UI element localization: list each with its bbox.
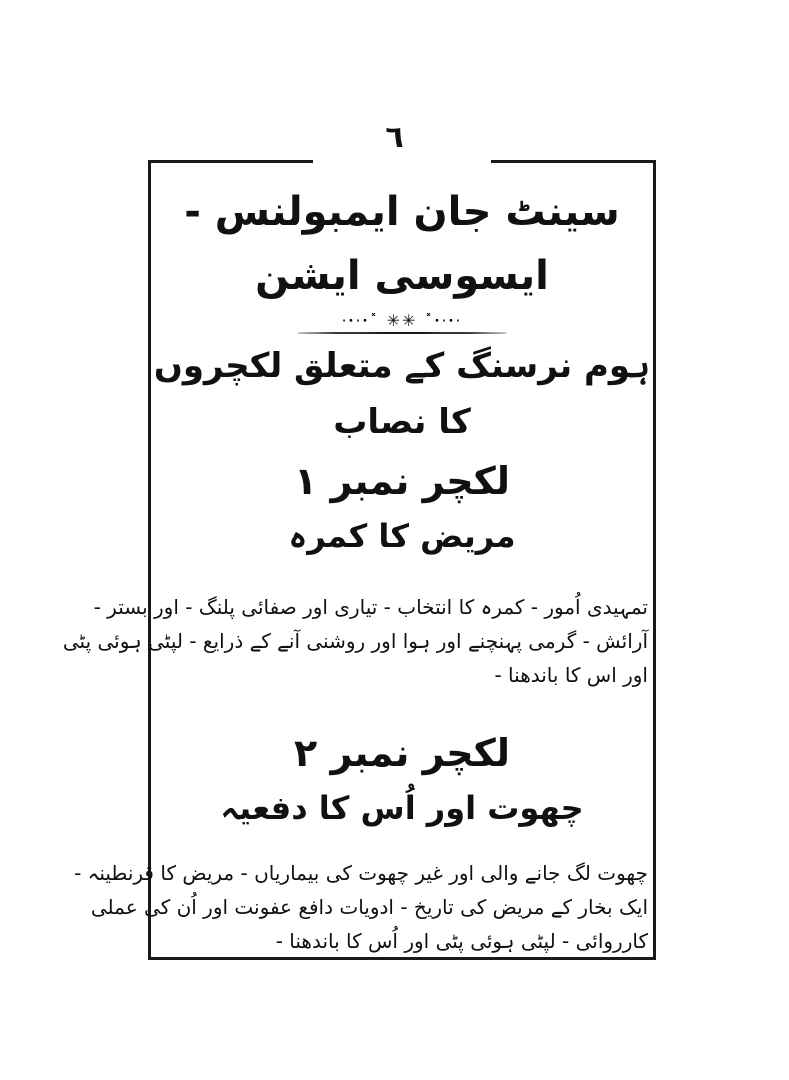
lecture-1-line-3: اور اس کا باندھنا - [494,663,648,687]
lecture-2-topic: چھوت اور اُس کا دفعیہ [220,789,584,827]
ornament-glyphs: ·ꞏ·ꞏ˟ ✳✳ ˟ꞏ·ꞏ· [341,311,463,330]
page-number: ٦ [385,120,404,155]
lecture-2-line-2: ایک بخار کے مریض کی تاریخ - ادویات دافع عفونت اور اُن کی عملی [90,895,648,919]
lecture-2 [74,724,654,958]
lecture-1-topic: مریض کا کمرہ [288,517,516,555]
lecture-1-line-2: آرائش - گرمی پہنچنے اور ہوا اور روشنی آنے کے ذرایع - لپٹی ہوئی پٹی [62,629,648,653]
page-content [62,170,654,958]
lecture-1-description [62,590,654,692]
syllabus-title: ہوم نرسنگ کے متعلق لکچروں کا نصاب [153,346,651,442]
ornament-divider [150,310,654,334]
organization-title: سینٹ جان ایمبولنس - ایسوسی ایشن [184,189,620,299]
lecture-1-line-1: تمہیدی اُمور - کمرہ کا انتخاب - تیاری اور صفائی پلنگ - اور بستر - [93,595,648,619]
lecture-2-description [74,856,654,958]
lecture-2-heading: لکچر نمبر ۲ [294,731,510,775]
lecture-2-line-3: کارروائی - لپٹی ہوئی پٹی اور اُس کا باندھنا - [275,929,648,953]
ornament-curve [297,332,507,334]
lecture-1 [62,452,654,692]
lecture-1-heading: لکچر نمبر ۱ [294,459,510,503]
lecture-2-line-1: چھوت لگ جانے والی اور غیر چھوت کی بیماریاں - مریض کا قرنطینہ - [74,861,648,885]
